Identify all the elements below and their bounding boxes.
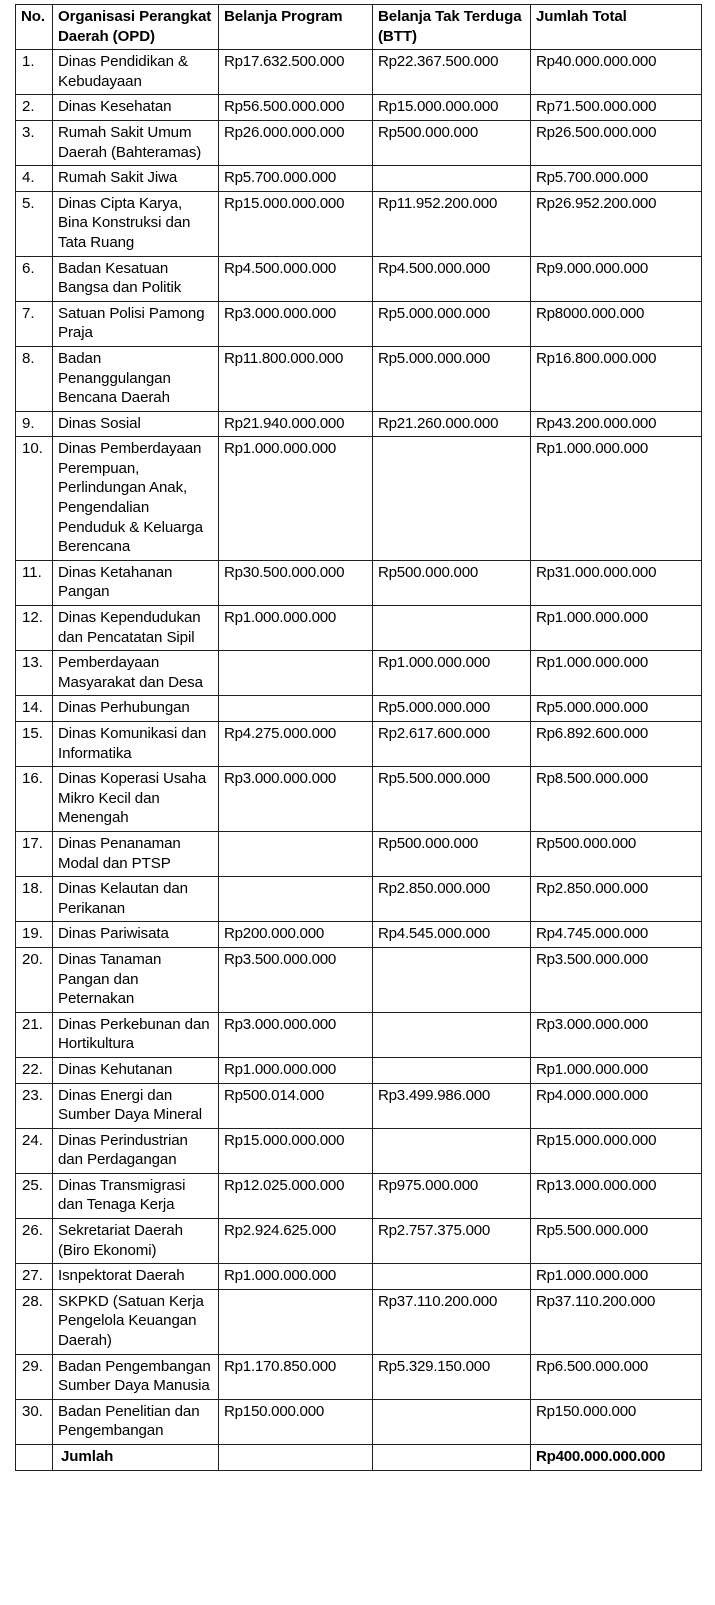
cell-no: 11. [16,560,53,605]
cell-belanja-tak-terduga: Rp5.000.000.000 [373,346,531,411]
cell-opd: Badan Penanggulangan Bencana Daerah [53,346,219,411]
cell-opd: Dinas Pendidikan & Kebudayaan [53,50,219,95]
table-row [16,767,702,832]
table-row [16,1354,702,1399]
cell-opd: Dinas Transmigrasi dan Tenaga Kerja [53,1173,219,1218]
cell-jumlah-total: Rp150.000.000 [531,1399,702,1444]
table-row [16,1399,702,1444]
cell-jumlah-total: Rp8.500.000.000 [531,767,702,832]
cell-belanja-program: Rp15.000.000.000 [219,191,373,256]
cell-jumlah-total: Rp4.000.000.000 [531,1083,702,1128]
cell-belanja-program: Rp12.025.000.000 [219,1173,373,1218]
cell-no: 27. [16,1264,53,1290]
cell-belanja-program [219,1289,373,1354]
cell-belanja-tak-terduga [373,1264,531,1290]
cell-opd: Dinas Perkebunan dan Hortikultura [53,1012,219,1057]
cell-opd: Dinas Energi dan Sumber Daya Mineral [53,1083,219,1128]
cell-no: 9. [16,411,53,437]
cell-belanja-tak-terduga: Rp4.545.000.000 [373,922,531,948]
cell-belanja-program: Rp150.000.000 [219,1399,373,1444]
table-row [16,1173,702,1218]
cell-no: 10. [16,437,53,561]
table-row [16,1219,702,1264]
cell-belanja-program: Rp30.500.000.000 [219,560,373,605]
cell-jumlah-total: Rp5.700.000.000 [531,166,702,192]
cell-belanja-tak-terduga [373,166,531,192]
table-row [16,1012,702,1057]
cell-jumlah-total: Rp9.000.000.000 [531,256,702,301]
cell-no: 14. [16,696,53,722]
cell-no: 13. [16,651,53,696]
cell-belanja-tak-terduga [373,1399,531,1444]
cell-jumlah-total: Rp3.500.000.000 [531,947,702,1012]
cell-opd: Rumah Sakit Jiwa [53,166,219,192]
total-cell-belanja-program [219,1445,373,1471]
cell-belanja-program: Rp1.000.000.000 [219,437,373,561]
table-row [16,1083,702,1128]
cell-belanja-program: Rp11.800.000.000 [219,346,373,411]
cell-belanja-program: Rp3.500.000.000 [219,947,373,1012]
table-row [16,877,702,922]
table-row [16,1264,702,1290]
cell-belanja-program: Rp500.014.000 [219,1083,373,1128]
cell-belanja-program: Rp1.000.000.000 [219,1264,373,1290]
cell-opd: Rumah Sakit Umum Daerah (Bahteramas) [53,120,219,165]
cell-no: 12. [16,606,53,651]
cell-belanja-tak-terduga: Rp4.500.000.000 [373,256,531,301]
cell-belanja-program: Rp2.924.625.000 [219,1219,373,1264]
cell-belanja-program: Rp3.000.000.000 [219,767,373,832]
cell-opd: Dinas Pariwisata [53,922,219,948]
cell-jumlah-total: Rp1.000.000.000 [531,1057,702,1083]
column-header-belanja-tak-terduga: Belanja Tak Terduga (BTT) [373,5,531,50]
cell-belanja-tak-terduga: Rp500.000.000 [373,120,531,165]
cell-belanja-program: Rp4.275.000.000 [219,722,373,767]
table-row [16,947,702,1012]
cell-jumlah-total: Rp6.892.600.000 [531,722,702,767]
cell-no: 8. [16,346,53,411]
cell-opd: Dinas Kependudukan dan Pencatatan Sipil [53,606,219,651]
column-header-no: No. [16,5,53,50]
cell-opd: Dinas Kelautan dan Perikanan [53,877,219,922]
cell-opd: Dinas Kesehatan [53,95,219,121]
cell-opd: Dinas Ketahanan Pangan [53,560,219,605]
cell-belanja-tak-terduga: Rp3.499.986.000 [373,1083,531,1128]
cell-opd: Sekretariat Daerah (Biro Ekonomi) [53,1219,219,1264]
cell-no: 18. [16,877,53,922]
cell-no: 15. [16,722,53,767]
table-row [16,95,702,121]
opd-budget-table [15,4,702,1471]
cell-belanja-program: Rp5.700.000.000 [219,166,373,192]
cell-belanja-program: Rp3.000.000.000 [219,301,373,346]
cell-no: 21. [16,1012,53,1057]
cell-belanja-tak-terduga: Rp37.110.200.000 [373,1289,531,1354]
cell-belanja-tak-terduga [373,1057,531,1083]
column-header-opd: Organisasi Perangkat Daerah (OPD) [53,5,219,50]
table-row [16,166,702,192]
cell-jumlah-total: Rp26.952.200.000 [531,191,702,256]
cell-opd: Dinas Komunikasi dan Informatika [53,722,219,767]
cell-belanja-tak-terduga: Rp21.260.000.000 [373,411,531,437]
table-row [16,301,702,346]
total-cell-jumlah-total: Rp400.000.000.000 [531,1445,702,1471]
cell-jumlah-total: Rp5.000.000.000 [531,696,702,722]
cell-opd: Pemberdayaan Masyarakat dan Desa [53,651,219,696]
cell-belanja-tak-terduga: Rp5.500.000.000 [373,767,531,832]
cell-jumlah-total: Rp8000.000.000 [531,301,702,346]
cell-belanja-program: Rp56.500.000.000 [219,95,373,121]
header-row [16,5,702,50]
cell-jumlah-total: Rp15.000.000.000 [531,1128,702,1173]
total-cell-belanja-tak-terduga [373,1445,531,1471]
table-row [16,560,702,605]
cell-no: 23. [16,1083,53,1128]
cell-belanja-program: Rp3.000.000.000 [219,1012,373,1057]
cell-jumlah-total: Rp1.000.000.000 [531,651,702,696]
cell-jumlah-total: Rp6.500.000.000 [531,1354,702,1399]
table-row [16,50,702,95]
cell-jumlah-total: Rp31.000.000.000 [531,560,702,605]
cell-opd: Satuan Polisi Pamong Praja [53,301,219,346]
cell-no: 26. [16,1219,53,1264]
cell-jumlah-total: Rp500.000.000 [531,831,702,876]
table-row [16,437,702,561]
cell-belanja-tak-terduga: Rp500.000.000 [373,831,531,876]
table-row [16,606,702,651]
table-row [16,256,702,301]
cell-opd: Dinas Koperasi Usaha Mikro Kecil dan Menengah [53,767,219,832]
table-total-row [16,1445,702,1471]
cell-belanja-tak-terduga [373,606,531,651]
cell-belanja-tak-terduga: Rp500.000.000 [373,560,531,605]
table-row [16,1289,702,1354]
cell-opd: Isnpektorat Daerah [53,1264,219,1290]
cell-no: 4. [16,166,53,192]
total-cell-no [16,1445,53,1471]
document-page [0,4,715,1605]
cell-opd: Badan Pengembangan Sumber Daya Manusia [53,1354,219,1399]
cell-no: 30. [16,1399,53,1444]
cell-belanja-program: Rp21.940.000.000 [219,411,373,437]
cell-belanja-program: Rp15.000.000.000 [219,1128,373,1173]
cell-no: 3. [16,120,53,165]
cell-belanja-program: Rp4.500.000.000 [219,256,373,301]
cell-no: 7. [16,301,53,346]
cell-jumlah-total: Rp1.000.000.000 [531,437,702,561]
cell-jumlah-total: Rp16.800.000.000 [531,346,702,411]
cell-belanja-program: Rp17.632.500.000 [219,50,373,95]
cell-belanja-tak-terduga [373,1012,531,1057]
cell-no: 25. [16,1173,53,1218]
cell-no: 29. [16,1354,53,1399]
cell-belanja-tak-terduga: Rp5.000.000.000 [373,301,531,346]
cell-no: 28. [16,1289,53,1354]
cell-no: 2. [16,95,53,121]
cell-jumlah-total: Rp43.200.000.000 [531,411,702,437]
cell-opd: Dinas Tanaman Pangan dan Peternakan [53,947,219,1012]
cell-jumlah-total: Rp4.745.000.000 [531,922,702,948]
table-row [16,191,702,256]
cell-belanja-tak-terduga: Rp22.367.500.000 [373,50,531,95]
cell-belanja-tak-terduga [373,1128,531,1173]
cell-no: 17. [16,831,53,876]
cell-no: 19. [16,922,53,948]
cell-belanja-tak-terduga: Rp15.000.000.000 [373,95,531,121]
cell-opd: SKPKD (Satuan Kerja Pengelola Keuangan Daerah) [53,1289,219,1354]
column-header-belanja-program: Belanja Program [219,5,373,50]
cell-no: 5. [16,191,53,256]
cell-belanja-program: Rp1.000.000.000 [219,1057,373,1083]
cell-no: 20. [16,947,53,1012]
table-row [16,411,702,437]
cell-belanja-program [219,877,373,922]
cell-jumlah-total: Rp71.500.000.000 [531,95,702,121]
cell-opd: Dinas Cipta Karya, Bina Konstruksi dan Tata Ruang [53,191,219,256]
cell-belanja-program [219,696,373,722]
cell-belanja-tak-terduga [373,437,531,561]
cell-belanja-program [219,831,373,876]
cell-opd: Badan Kesatuan Bangsa dan Politik [53,256,219,301]
cell-belanja-tak-terduga: Rp11.952.200.000 [373,191,531,256]
table-row [16,651,702,696]
cell-no: 24. [16,1128,53,1173]
cell-belanja-tak-terduga: Rp2.850.000.000 [373,877,531,922]
cell-belanja-program: Rp200.000.000 [219,922,373,948]
cell-belanja-program: Rp1.170.850.000 [219,1354,373,1399]
cell-belanja-tak-terduga: Rp1.000.000.000 [373,651,531,696]
cell-jumlah-total: Rp1.000.000.000 [531,606,702,651]
table-row [16,922,702,948]
cell-no: 16. [16,767,53,832]
cell-opd: Dinas Perindustrian dan Perdagangan [53,1128,219,1173]
cell-opd: Dinas Kehutanan [53,1057,219,1083]
cell-belanja-program [219,651,373,696]
cell-jumlah-total: Rp2.850.000.000 [531,877,702,922]
cell-belanja-tak-terduga: Rp5.000.000.000 [373,696,531,722]
cell-opd: Dinas Perhubungan [53,696,219,722]
cell-belanja-tak-terduga: Rp2.757.375.000 [373,1219,531,1264]
cell-belanja-tak-terduga: Rp5.329.150.000 [373,1354,531,1399]
table-row [16,831,702,876]
cell-opd: Dinas Sosial [53,411,219,437]
cell-jumlah-total: Rp5.500.000.000 [531,1219,702,1264]
cell-no: 1. [16,50,53,95]
table-row [16,696,702,722]
table-row [16,722,702,767]
table-row [16,1057,702,1083]
cell-jumlah-total: Rp3.000.000.000 [531,1012,702,1057]
cell-opd: Dinas Penanaman Modal dan PTSP [53,831,219,876]
table-row [16,1128,702,1173]
cell-jumlah-total: Rp37.110.200.000 [531,1289,702,1354]
cell-jumlah-total: Rp26.500.000.000 [531,120,702,165]
cell-belanja-tak-terduga: Rp975.000.000 [373,1173,531,1218]
cell-no: 22. [16,1057,53,1083]
cell-jumlah-total: Rp1.000.000.000 [531,1264,702,1290]
table-header [16,5,702,50]
table-body [16,50,702,1470]
total-label: Jumlah [53,1445,219,1471]
table-row [16,120,702,165]
cell-jumlah-total: Rp13.000.000.000 [531,1173,702,1218]
cell-belanja-program: Rp1.000.000.000 [219,606,373,651]
cell-belanja-tak-terduga: Rp2.617.600.000 [373,722,531,767]
cell-opd: Badan Penelitian dan Pengembangan [53,1399,219,1444]
cell-no: 6. [16,256,53,301]
cell-opd: Dinas Pemberdayaan Perempuan, Perlindungan Anak, Pengendalian Penduduk & Keluarga Berencana [53,437,219,561]
cell-belanja-tak-terduga [373,947,531,1012]
column-header-jumlah-total: Jumlah Total [531,5,702,50]
table-row [16,346,702,411]
cell-jumlah-total: Rp40.000.000.000 [531,50,702,95]
cell-belanja-program: Rp26.000.000.000 [219,120,373,165]
